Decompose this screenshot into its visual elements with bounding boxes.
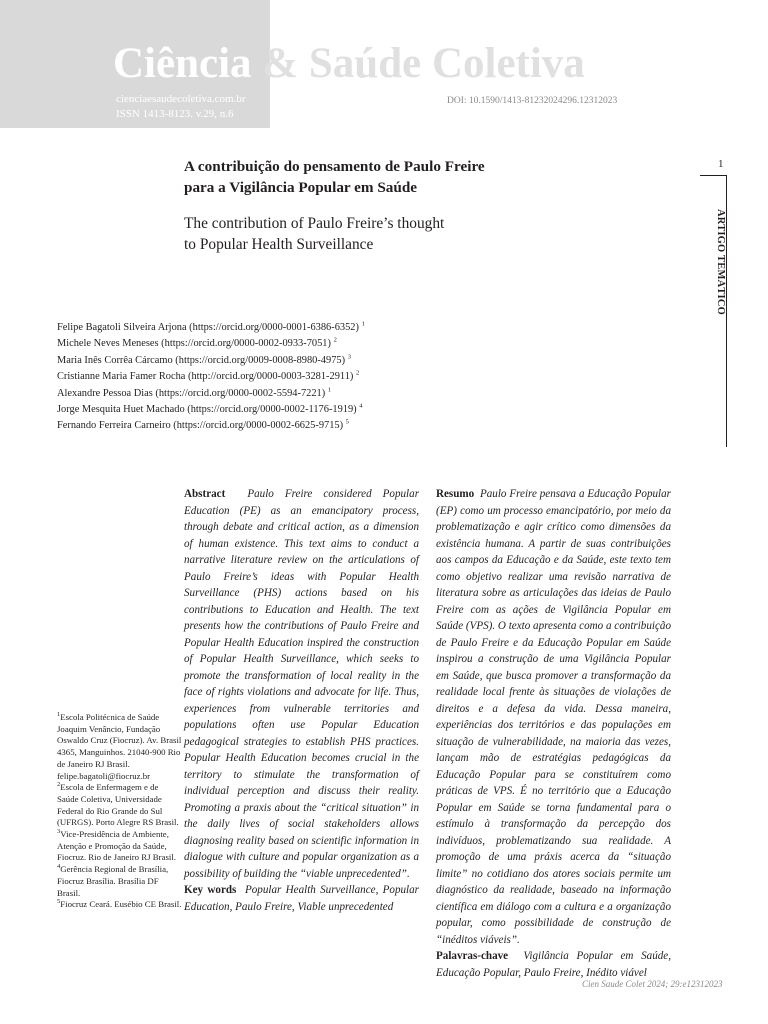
section-label: ARTIGO TEMÁTICO — [715, 209, 726, 315]
affiliation-item — [57, 712, 182, 782]
author-name[interactable]: Jorge Mesquita Huet Machado (https://orcid.org/0000-0002-1176-1919) — [57, 404, 357, 416]
affiliation-number: 1 — [57, 711, 61, 719]
palavras-chave-heading: Palavras-chave — [436, 950, 509, 962]
journal-website[interactable]: cienciaesaudecoletiva.com.br — [116, 93, 246, 105]
affiliation-text: Escola de Enfermagem e de Saúde Coletiva, Universidade Federal do Rio Grande do Sul (UFRGS). Porto Alegre RS Brasil. — [57, 782, 179, 828]
affiliation-text: Fiocruz Ceará. Eusébio CE Brasil. — [60, 899, 182, 910]
citation-footer: Cien Saude Colet 2024; 29:e12312023 — [582, 979, 723, 989]
journal-title-word1: Ciência — [113, 40, 252, 87]
author-affiliation-ref: 1 — [327, 386, 332, 394]
affiliation-number: 5 — [57, 898, 61, 906]
author-affiliation-ref: 5 — [345, 418, 349, 426]
resumo-pt — [436, 486, 671, 981]
author-name[interactable]: Cristianne Maria Famer Rocha (http://orcid.org/0000-0003-3281-2911) — [57, 371, 354, 383]
author-name[interactable]: Alexandre Pessoa Dias (https://orcid.org/0000-0002-5594-7221) — [57, 387, 326, 399]
author-name[interactable]: Felipe Bagatoli Silveira Arjona (https://orcid.org/0000-0001-6386-6352) — [57, 322, 359, 333]
author-name[interactable]: Fernando Ferreira Carneiro (https://orcid.org/0000-0002-6625-9715) — [57, 420, 344, 432]
author-affiliation-ref: 3 — [347, 353, 351, 361]
author-list — [57, 320, 365, 435]
author-line — [57, 418, 365, 434]
author-line — [57, 336, 365, 352]
title-en-line-1: The contribution of Paulo Freire’s thought — [184, 215, 445, 232]
journal-issn: ISSN 1413-8123. v.29, n.6 — [116, 108, 234, 120]
resumo-paragraph — [436, 486, 671, 948]
abstract-heading: Abstract — [184, 488, 226, 500]
affiliation-text: Gerência Regional de Brasília, Fiocruz Brasília. Brasília DF Brasil. — [57, 864, 169, 898]
author-affiliation-ref: 2 — [333, 336, 337, 344]
author-affiliation-ref: 1 — [361, 320, 365, 328]
affiliation-number: 4 — [57, 863, 61, 871]
affiliation-item — [57, 899, 182, 911]
affiliation-number: 2 — [57, 781, 61, 789]
journal-title-rest: & Saúde Coletiva — [262, 40, 585, 87]
affiliations — [57, 712, 182, 911]
author-line — [57, 353, 365, 369]
affiliation-text: Vice-Presidência de Ambiente, Atenção e Promoção da Saúde, Fiocruz. Rio de Janeiro RJ Brasil. — [57, 829, 176, 863]
author-affiliation-ref: 4 — [359, 402, 363, 410]
article-title-en — [184, 213, 584, 255]
author-line — [57, 402, 365, 418]
author-line — [57, 386, 365, 402]
affiliation-text: Escola Politécnica de Saúde Joaquim Venâncio, Fundação Oswaldo Cruz (Fiocruz). Av. Brasil 4365, Manguinhos. 21040-900 Rio de Janeiro RJ Brasil. felipe.bagatoli@fiocruz.br — [57, 712, 182, 781]
affiliation-item — [57, 864, 182, 899]
author-name[interactable]: Maria Inês Corrêa Cárcamo (https://orcid.org/0009-0008-8980-4975) — [57, 354, 346, 366]
title-en-line-2: to Popular Health Surveillance — [184, 236, 374, 253]
article-title-pt — [184, 156, 584, 198]
affiliation-item — [57, 782, 182, 829]
affiliation-item — [57, 829, 182, 864]
side-rule-tick — [700, 175, 727, 176]
author-line — [57, 369, 365, 385]
keywords-paragraph — [184, 882, 419, 915]
title-pt-line-2: para a Vigilância Popular em Saúde — [184, 179, 418, 196]
palavras-chave-paragraph — [436, 948, 671, 981]
page-number: 1 — [718, 158, 724, 170]
article-doi[interactable]: DOI: 10.1590/1413-81232024296.12312023 — [447, 96, 618, 106]
author-name[interactable]: Michele Neves Meneses (https://orcid.org/0000-0002-0933-7051) — [57, 338, 331, 350]
abstract-en — [184, 486, 419, 915]
journal-title — [113, 36, 585, 92]
palavras-chave-text: Vigilância Popular em Saúde, Educação Popular, Paulo Freire, Inédito viável — [436, 950, 671, 979]
side-rule — [726, 175, 727, 447]
resumo-text: Paulo Freire pensava a Educação Popular (EP) como um processo emancipatório, por meio da problematização e agir crítico como dimensões da existência humana. A partir de suas contribuições aos campos da Educação e da Saúde, este texto tem como objetivo realizar uma revisão narrativa de literatura sobre as articulações das ideias de Paulo Freire com as ações de Vigilância Popular em Saúde (VPS). O texto apresenta como a contribuição de Paulo Freire e da Educação Popular em Saúde inspirou a construção de uma Vigilância Popular em Saúde, que busca promover a transformação da realidade local frente às situações de violações de direitos e a defesa da vida. Dessa maneira, experiências dos territórios e das populações em situação de vulnerabilidade, na maioria das vezes, lançam mão de estratégias pedagógicas da Educação Popular para se constituírem como práticas de VPS. É no território que a Educação Popular em Saúde se torna fundamental para o estímulo à transformação da percepção dos indivíduos, problematizando sua realidade. A promoção de uma práxis acerca da “situação limite” no cotidiano dos atores sociais permite um diagnóstico da realidade, baseado na informação científica em diálogo com a cultura e a organização popular, como possibilidade de construção de “inéditos viáveis”. — [436, 488, 672, 946]
keywords-text: Popular Health Surveillance, Popular Education, Paulo Freire, Viable unprecedented — [184, 884, 420, 913]
title-pt-line-1: A contribuição do pensamento de Paulo Freire — [184, 158, 485, 175]
author-line — [57, 320, 365, 336]
affiliation-number: 3 — [57, 828, 61, 836]
abstract-text: Paulo Freire considered Popular Education (PE) as an emancipatory process, through debate and critical action, as a dimension of human existence. This text aims to conduct a narrative literature review on the articulations of Paulo Freire’s ideas with Popular Health Surveillance (PHS) actions based on his contributions to Education and Health. The text presents how the contributions of Paulo Freire and Popular Health Education inspired the construction of Popular Health Surveillance, which seeks to promote the transformation of local reality in the face of rights violations and advocate for life. Thus, experiences from vulnerable territories and populations often use Popular Education pedagogical strategies to establish PHS practices. Popular Health Education becomes crucial in the territory to stimulate the transformation of individual perception and discuss their reality. Promoting a praxis about the “critical situation” in the daily lives of social stakeholders allows diagnosing reality based on scientific information in dialogue with culture and popular organization as a possibility of building the “viable unprecedented”. — [184, 488, 420, 880]
resumo-heading: Resumo — [436, 488, 475, 500]
abstract-paragraph — [184, 486, 419, 882]
author-affiliation-ref: 2 — [355, 369, 360, 377]
keywords-heading: Key words — [184, 884, 237, 896]
